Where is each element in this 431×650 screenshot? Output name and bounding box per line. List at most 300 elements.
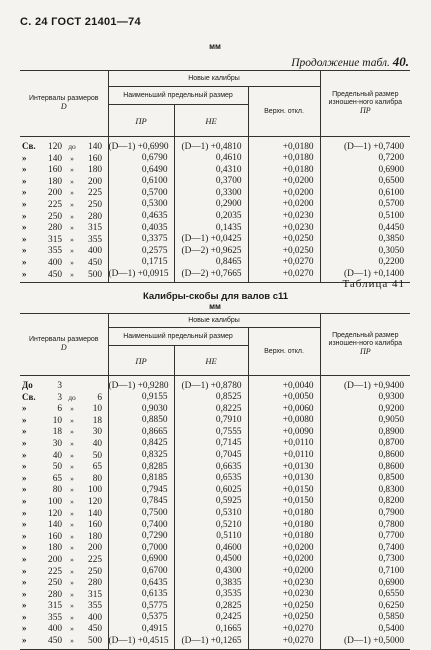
interval-prefix: » bbox=[22, 222, 27, 233]
upper-cell: +0,0200 bbox=[248, 176, 320, 188]
ne-cell: 0,4600 bbox=[174, 542, 248, 554]
limit-cell: 0,6900 bbox=[320, 164, 410, 176]
header-upper: Верхн. откл. bbox=[248, 328, 320, 376]
table-row bbox=[20, 403, 410, 415]
interval-sep: » bbox=[70, 473, 74, 483]
interval-prefix: » bbox=[22, 210, 27, 221]
interval-cell bbox=[20, 415, 108, 427]
interval-sep: » bbox=[70, 246, 74, 256]
pr-cell: 0,7945 bbox=[108, 484, 174, 496]
ne-cell: 0,4610 bbox=[174, 153, 248, 165]
interval-from: 120 bbox=[48, 142, 62, 152]
interval-prefix: » bbox=[22, 588, 27, 599]
table-row bbox=[20, 164, 410, 176]
interval-from: 355 bbox=[48, 612, 62, 623]
interval-sep: » bbox=[70, 462, 74, 472]
pr-cell: 0,7845 bbox=[108, 496, 174, 508]
limit-cell: (D—1) +0,9400 bbox=[320, 376, 410, 392]
interval-prefix: » bbox=[22, 426, 27, 437]
interval-prefix: » bbox=[22, 414, 27, 425]
upper-cell: +0,0230 bbox=[248, 589, 320, 601]
interval-cell bbox=[20, 531, 108, 543]
interval-sep: » bbox=[70, 438, 74, 448]
interval-sep: » bbox=[70, 199, 74, 209]
interval-sep: » bbox=[70, 269, 74, 279]
pr-cell: 0,8850 bbox=[108, 415, 174, 427]
pr-cell: 0,4915 bbox=[108, 623, 174, 635]
upper-cell: +0,0270 bbox=[248, 635, 320, 649]
interval-to: 250 bbox=[88, 566, 102, 577]
interval-sep: » bbox=[70, 531, 74, 541]
interval-to: 315 bbox=[88, 589, 102, 600]
upper-cell: +0,0150 bbox=[248, 496, 320, 508]
header-pr: ПР bbox=[108, 346, 174, 376]
table-row bbox=[20, 566, 410, 578]
interval-prefix: » bbox=[22, 519, 27, 530]
interval-cell bbox=[20, 176, 108, 188]
interval-to: 10 bbox=[92, 404, 102, 415]
ne-cell: 0,5210 bbox=[174, 519, 248, 531]
pr-cell: 0,1715 bbox=[108, 257, 174, 269]
interval-from: 50 bbox=[52, 462, 62, 473]
upper-cell: +0,0200 bbox=[248, 554, 320, 566]
limit-cell: 0,8500 bbox=[320, 473, 410, 485]
interval-cell bbox=[20, 484, 108, 496]
ne-cell: 0,4310 bbox=[174, 164, 248, 176]
interval-cell bbox=[20, 566, 108, 578]
interval-sep: » bbox=[70, 543, 74, 553]
interval-from: 280 bbox=[48, 589, 62, 600]
upper-cell: +0,0230 bbox=[248, 222, 320, 234]
pr-cell: 0,4035 bbox=[108, 222, 174, 234]
limit-cell: 0,5700 bbox=[320, 199, 410, 211]
interval-from: 6 bbox=[57, 404, 62, 415]
table41-title: Калибры-скобы для валов c11 bbox=[142, 291, 289, 302]
table-row bbox=[20, 473, 410, 485]
ne-cell: (D—2) +0,7665 bbox=[174, 269, 248, 283]
interval-prefix: » bbox=[22, 553, 27, 564]
limit-cell: 0,7200 bbox=[320, 153, 410, 165]
interval-prefix: » bbox=[22, 164, 27, 175]
interval-to: 160 bbox=[88, 153, 102, 164]
interval-cell bbox=[20, 211, 108, 223]
interval-from: 160 bbox=[48, 531, 62, 542]
interval-cell bbox=[20, 234, 108, 246]
interval-prefix: » bbox=[22, 175, 27, 186]
limit-cell: 0,8300 bbox=[320, 484, 410, 496]
interval-to: 40 bbox=[92, 438, 102, 449]
table-row bbox=[20, 531, 410, 543]
interval-cell bbox=[20, 589, 108, 601]
upper-cell: +0,0180 bbox=[248, 519, 320, 531]
table-row bbox=[20, 589, 410, 601]
interval-prefix: » bbox=[22, 611, 27, 622]
interval-sep: » bbox=[70, 153, 74, 163]
interval-from: 100 bbox=[48, 496, 62, 507]
table-row bbox=[20, 496, 410, 508]
pr-cell: (D—1) +0,0915 bbox=[108, 269, 174, 283]
table-row bbox=[20, 484, 410, 496]
interval-sep: » bbox=[70, 165, 74, 175]
limit-cell: 0,2200 bbox=[320, 257, 410, 269]
interval-from: 3 bbox=[57, 392, 62, 403]
interval-sep: » bbox=[70, 589, 74, 599]
interval-prefix: » bbox=[22, 507, 27, 518]
interval-prefix: » bbox=[22, 437, 27, 448]
interval-to: 500 bbox=[88, 269, 102, 280]
interval-prefix: » bbox=[22, 449, 27, 460]
interval-from: 180 bbox=[48, 543, 62, 554]
table-row bbox=[20, 392, 410, 404]
upper-cell: +0,0080 bbox=[248, 415, 320, 427]
header-limit: Предельный размер изношен-ного калибра ПР bbox=[320, 71, 410, 137]
interval-to: 160 bbox=[88, 520, 102, 531]
interval-to: 250 bbox=[88, 199, 102, 210]
interval-to: 200 bbox=[88, 176, 102, 187]
ne-cell: 0,4300 bbox=[174, 566, 248, 578]
interval-prefix: » bbox=[22, 268, 27, 279]
pr-cell: 0,8425 bbox=[108, 438, 174, 450]
interval-to: 500 bbox=[88, 636, 102, 647]
interval-from: 140 bbox=[48, 520, 62, 531]
pr-cell: 0,3375 bbox=[108, 234, 174, 246]
limit-cell: 0,5400 bbox=[320, 623, 410, 635]
table-row bbox=[20, 234, 410, 246]
limit-cell: 0,8600 bbox=[320, 450, 410, 462]
pr-cell: 0,7400 bbox=[108, 519, 174, 531]
header-intervals: Интервалы размеров D bbox=[20, 314, 108, 376]
upper-cell: +0,0130 bbox=[248, 473, 320, 485]
interval-to: 140 bbox=[88, 508, 102, 519]
upper-cell: +0,0180 bbox=[248, 153, 320, 165]
upper-cell: +0,0180 bbox=[248, 531, 320, 543]
limit-cell: 0,4450 bbox=[320, 222, 410, 234]
interval-prefix: » bbox=[22, 245, 27, 256]
interval-sep: » bbox=[70, 450, 74, 460]
interval-sep: » bbox=[70, 234, 74, 244]
upper-cell: +0,0200 bbox=[248, 199, 320, 211]
pr-cell: 0,5375 bbox=[108, 612, 174, 624]
pr-cell: 0,6135 bbox=[108, 589, 174, 601]
interval-prefix: Св. bbox=[22, 391, 36, 402]
limit-cell: 0,9300 bbox=[320, 392, 410, 404]
table-row bbox=[20, 508, 410, 520]
pr-cell: (D—1) +0,9280 bbox=[108, 376, 174, 392]
interval-from: 80 bbox=[52, 485, 62, 496]
header-ne: НЕ bbox=[174, 346, 248, 376]
pr-cell: 0,8285 bbox=[108, 461, 174, 473]
interval-from: 400 bbox=[48, 624, 62, 635]
interval-from: 140 bbox=[48, 153, 62, 164]
upper-cell: +0,0250 bbox=[248, 600, 320, 612]
limit-cell: 0,7100 bbox=[320, 566, 410, 578]
ne-cell: 0,6535 bbox=[174, 473, 248, 485]
interval-cell bbox=[20, 612, 108, 624]
interval-sep: » bbox=[70, 612, 74, 622]
interval-prefix: » bbox=[22, 565, 27, 576]
limit-cell: 0,8200 bbox=[320, 496, 410, 508]
limit-cell: 0,6550 bbox=[320, 589, 410, 601]
interval-cell bbox=[20, 577, 108, 589]
interval-sep: до bbox=[68, 142, 76, 151]
header-pr: ПР bbox=[108, 105, 174, 137]
table-row bbox=[20, 450, 410, 462]
upper-cell: +0,0130 bbox=[248, 461, 320, 473]
pr-cell: 0,6100 bbox=[108, 176, 174, 188]
interval-from: 40 bbox=[52, 450, 62, 461]
interval-to: 120 bbox=[88, 496, 102, 507]
table-row bbox=[20, 635, 410, 649]
ne-cell: 0,7045 bbox=[174, 450, 248, 462]
interval-cell bbox=[20, 426, 108, 438]
table-row bbox=[20, 519, 410, 531]
upper-cell: +0,0090 bbox=[248, 426, 320, 438]
interval-sep: » bbox=[70, 427, 74, 437]
upper-cell: +0,0110 bbox=[248, 438, 320, 450]
interval-to: 400 bbox=[88, 246, 102, 257]
header-intervals: Интервалы размеров D bbox=[20, 71, 108, 137]
upper-cell: +0,0060 bbox=[248, 403, 320, 415]
pr-cell: (D—1) +0,6990 bbox=[108, 137, 174, 153]
limit-cell: 0,6500 bbox=[320, 176, 410, 188]
upper-cell: +0,0050 bbox=[248, 392, 320, 404]
interval-from: 10 bbox=[52, 415, 62, 426]
pr-cell: 0,2575 bbox=[108, 245, 174, 257]
interval-from: 120 bbox=[48, 508, 62, 519]
pr-cell: (D—1) +0,4515 bbox=[108, 635, 174, 649]
pr-cell: 0,7000 bbox=[108, 542, 174, 554]
ne-cell: (D—1) +0,1265 bbox=[174, 635, 248, 649]
interval-to: 280 bbox=[88, 211, 102, 222]
limit-cell: 0,7700 bbox=[320, 531, 410, 543]
table-row bbox=[20, 612, 410, 624]
interval-prefix: » bbox=[22, 495, 27, 506]
table-row bbox=[20, 137, 410, 153]
pr-cell: 0,8185 bbox=[108, 473, 174, 485]
limit-cell: 0,6100 bbox=[320, 187, 410, 199]
limit-cell: 0,7300 bbox=[320, 554, 410, 566]
pr-cell: 0,5775 bbox=[108, 600, 174, 612]
ne-cell: (D—1) +0,8780 bbox=[174, 376, 248, 392]
interval-to: 100 bbox=[88, 485, 102, 496]
interval-sep: » bbox=[70, 566, 74, 576]
pr-cell: 0,6790 bbox=[108, 153, 174, 165]
interval-from: 250 bbox=[48, 211, 62, 222]
interval-from: 160 bbox=[48, 165, 62, 176]
interval-sep: » bbox=[70, 496, 74, 506]
ne-cell: 0,1435 bbox=[174, 222, 248, 234]
continuation-number: 40. bbox=[392, 54, 409, 69]
ne-cell: 0,2035 bbox=[174, 211, 248, 223]
upper-cell: +0,0250 bbox=[248, 234, 320, 246]
upper-cell: +0,0270 bbox=[248, 269, 320, 283]
ne-cell: (D—1) +0,0425 bbox=[174, 234, 248, 246]
interval-sep: » bbox=[70, 176, 74, 186]
interval-sep: » bbox=[70, 211, 74, 221]
interval-from: 315 bbox=[48, 234, 62, 245]
interval-cell bbox=[20, 392, 108, 404]
interval-cell bbox=[20, 245, 108, 257]
interval-sep: » bbox=[70, 520, 74, 530]
interval-prefix: » bbox=[22, 472, 27, 483]
interval-sep: » bbox=[70, 554, 74, 564]
ne-cell: 0,7555 bbox=[174, 426, 248, 438]
upper-cell: +0,0150 bbox=[248, 484, 320, 496]
pr-cell: 0,5700 bbox=[108, 187, 174, 199]
ne-cell: 0,2900 bbox=[174, 199, 248, 211]
interval-cell bbox=[20, 542, 108, 554]
interval-to: 355 bbox=[88, 601, 102, 612]
interval-to: 450 bbox=[88, 257, 102, 268]
ne-cell: 0,7145 bbox=[174, 438, 248, 450]
interval-prefix: До bbox=[22, 380, 33, 390]
upper-cell: +0,0270 bbox=[248, 623, 320, 635]
table-row bbox=[20, 245, 410, 257]
pr-cell: 0,4635 bbox=[108, 211, 174, 223]
interval-from: 450 bbox=[48, 636, 62, 647]
limit-cell: 0,7400 bbox=[320, 542, 410, 554]
pr-cell: 0,7500 bbox=[108, 508, 174, 520]
ne-cell: (D—1) +0,4810 bbox=[174, 137, 248, 153]
header-smallest: Наименьший предельный размер bbox=[108, 87, 248, 105]
limit-cell: 0,3050 bbox=[320, 245, 410, 257]
pr-cell: 0,6900 bbox=[108, 554, 174, 566]
limit-cell: 0,6900 bbox=[320, 577, 410, 589]
table-41 bbox=[20, 313, 410, 650]
interval-cell bbox=[20, 600, 108, 612]
interval-cell bbox=[20, 257, 108, 269]
upper-cell: +0,0250 bbox=[248, 245, 320, 257]
interval-prefix: » bbox=[22, 577, 27, 588]
interval-cell bbox=[20, 164, 108, 176]
table-row bbox=[20, 554, 410, 566]
interval-cell bbox=[20, 187, 108, 199]
limit-cell: 0,8700 bbox=[320, 438, 410, 450]
table-row bbox=[20, 153, 410, 165]
interval-prefix: » bbox=[22, 152, 27, 163]
interval-prefix: » bbox=[22, 530, 27, 541]
interval-sep: до bbox=[68, 392, 76, 402]
interval-from: 400 bbox=[48, 257, 62, 268]
table-row bbox=[20, 187, 410, 199]
pr-cell: 0,9155 bbox=[108, 392, 174, 404]
interval-sep: » bbox=[70, 601, 74, 611]
interval-to: 400 bbox=[88, 612, 102, 623]
upper-cell: +0,0180 bbox=[248, 164, 320, 176]
header-ne: НЕ bbox=[174, 105, 248, 137]
header-new-gauges: Новые калибры bbox=[108, 314, 320, 328]
ne-cell: 0,6025 bbox=[174, 484, 248, 496]
interval-from: 355 bbox=[48, 246, 62, 257]
table-row bbox=[20, 199, 410, 211]
interval-to: 450 bbox=[88, 624, 102, 635]
table-row bbox=[20, 438, 410, 450]
interval-prefix: » bbox=[22, 256, 27, 267]
interval-prefix: » bbox=[22, 484, 27, 495]
upper-cell: +0,0200 bbox=[248, 566, 320, 578]
table-row bbox=[20, 461, 410, 473]
ne-cell: 0,2425 bbox=[174, 612, 248, 624]
upper-cell: +0,0270 bbox=[248, 257, 320, 269]
table-row bbox=[20, 415, 410, 427]
upper-cell: +0,0180 bbox=[248, 508, 320, 520]
ne-cell: 0,1665 bbox=[174, 623, 248, 635]
limit-cell: 0,7800 bbox=[320, 519, 410, 531]
upper-cell: +0,0180 bbox=[248, 137, 320, 153]
interval-sep: » bbox=[70, 257, 74, 267]
interval-from: 450 bbox=[48, 269, 62, 280]
interval-prefix: » bbox=[22, 461, 27, 472]
interval-to: 18 bbox=[92, 415, 102, 426]
header-smallest: Наименьший предельный размер bbox=[108, 328, 248, 346]
interval-sep: » bbox=[70, 188, 74, 198]
interval-from: 315 bbox=[48, 601, 62, 612]
interval-cell bbox=[20, 199, 108, 211]
interval-cell bbox=[20, 153, 108, 165]
interval-prefix: » bbox=[22, 403, 27, 414]
table-row bbox=[20, 426, 410, 438]
interval-cell bbox=[20, 222, 108, 234]
header-upper: Верхн. откл. bbox=[248, 87, 320, 137]
table-row bbox=[20, 222, 410, 234]
limit-cell: 0,7900 bbox=[320, 508, 410, 520]
limit-cell: 0,9200 bbox=[320, 403, 410, 415]
limit-cell: (D—1) +0,7400 bbox=[320, 137, 410, 153]
pr-cell: 0,6435 bbox=[108, 577, 174, 589]
limit-cell: 0,8900 bbox=[320, 426, 410, 438]
interval-to: 180 bbox=[88, 531, 102, 542]
interval-to: 315 bbox=[88, 223, 102, 234]
ne-cell: 0,6635 bbox=[174, 461, 248, 473]
limit-cell: 0,5850 bbox=[320, 612, 410, 624]
table-40 bbox=[20, 70, 410, 283]
interval-cell bbox=[20, 376, 108, 392]
interval-to: 80 bbox=[92, 473, 102, 484]
table-row bbox=[20, 577, 410, 589]
ne-cell: 0,8525 bbox=[174, 392, 248, 404]
ne-cell: 0,5110 bbox=[174, 531, 248, 543]
ne-cell: 0,2825 bbox=[174, 600, 248, 612]
interval-to: 180 bbox=[88, 165, 102, 176]
pr-cell: 0,6490 bbox=[108, 164, 174, 176]
interval-to: 50 bbox=[92, 450, 102, 461]
ne-cell: 0,4500 bbox=[174, 554, 248, 566]
interval-to: 30 bbox=[92, 427, 102, 438]
pr-cell: 0,5300 bbox=[108, 199, 174, 211]
interval-sep: » bbox=[70, 636, 74, 646]
interval-sep: » bbox=[70, 578, 74, 588]
interval-cell bbox=[20, 554, 108, 566]
pr-cell: 0,8665 bbox=[108, 426, 174, 438]
interval-sep: » bbox=[70, 415, 74, 425]
interval-to: 200 bbox=[88, 543, 102, 554]
interval-prefix: » bbox=[22, 233, 27, 244]
interval-to: 140 bbox=[88, 142, 102, 152]
ne-cell: 0,7910 bbox=[174, 415, 248, 427]
pr-cell: 0,9030 bbox=[108, 403, 174, 415]
interval-to: 280 bbox=[88, 578, 102, 589]
table-row bbox=[20, 257, 410, 269]
ne-cell: 0,3835 bbox=[174, 577, 248, 589]
interval-to: 65 bbox=[92, 462, 102, 473]
ne-cell: 0,3535 bbox=[174, 589, 248, 601]
pr-cell: 0,8325 bbox=[108, 450, 174, 462]
upper-cell: +0,0200 bbox=[248, 542, 320, 554]
interval-prefix: » bbox=[22, 542, 27, 553]
interval-from: 3 bbox=[57, 381, 62, 391]
header-limit: Предельный размер изношен-ного калибра ПР bbox=[320, 314, 410, 376]
interval-from: 280 bbox=[48, 223, 62, 234]
